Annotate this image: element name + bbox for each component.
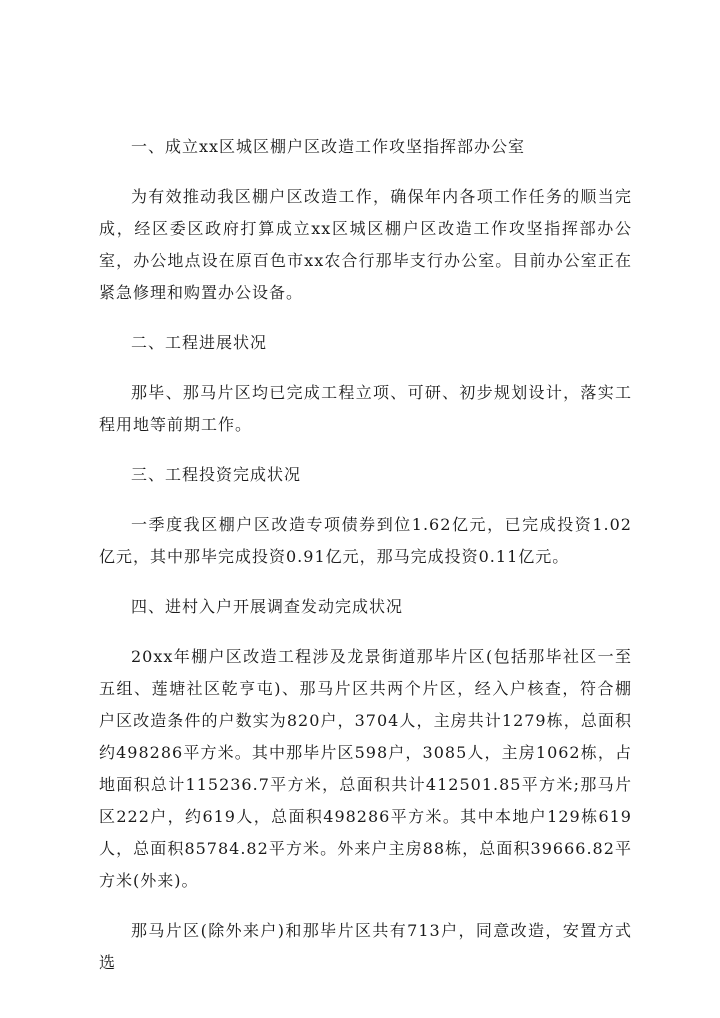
- section-heading-1: 一、成立xx区城区棚户区改造工作攻坚指挥部办公室: [131, 137, 526, 156]
- section-2-paragraph-1: 那毕、那马片区均已完成工程立项、可研、初步规划设计，落实工程用地等前期工作。: [99, 383, 632, 434]
- section-4-paragraph-1: 20xx年棚户区改造工程涉及龙景街道那毕片区(包括那毕社区一至五组、莲塘社区乾亨屯)、那马片区共两个片区，经入户核查，符合棚户区改造条件的户数实为820户，3704人，主房共计1279栋，总面积约498286平方米。其中那毕片区598户，3085人，主房1062栋，占地面积总计115236.7平方米，总面积共计412501.85平方米;那马片区222户，约619人，总面积498286平方米。其中本地户129栋619人，总面积85784.82平方米。外来户主房88栋，总面积39666.82平方米(外来)。: [99, 647, 632, 890]
- section-heading-2: 二、工程进展状况: [131, 333, 268, 352]
- section-4-paragraph-2: 那马片区(除外来户)和那毕片区共有713户，同意改造，安置方式选: [99, 921, 632, 972]
- section-heading-4: 四、进村入户开展调查发动完成状况: [131, 597, 404, 616]
- section-heading-3: 三、工程投资完成状况: [131, 465, 302, 484]
- section-3-paragraph-1: 一季度我区棚户区改造专项债券到位1.62亿元，已完成投资1.02亿元，其中那毕完成投资0.91亿元，那马完成投资0.11亿元。: [99, 515, 632, 566]
- section-1-paragraph-1: 为有效推动我区棚户区改造工作，确保年内各项工作任务的顺当完成，经区委区政府打算成立xx区城区棚户区改造工作攻坚指挥部办公室，办公地点设在原百色市xx农合行那毕支行办公室。目前办公室正在紧急修理和购置办公设备。: [99, 187, 632, 302]
